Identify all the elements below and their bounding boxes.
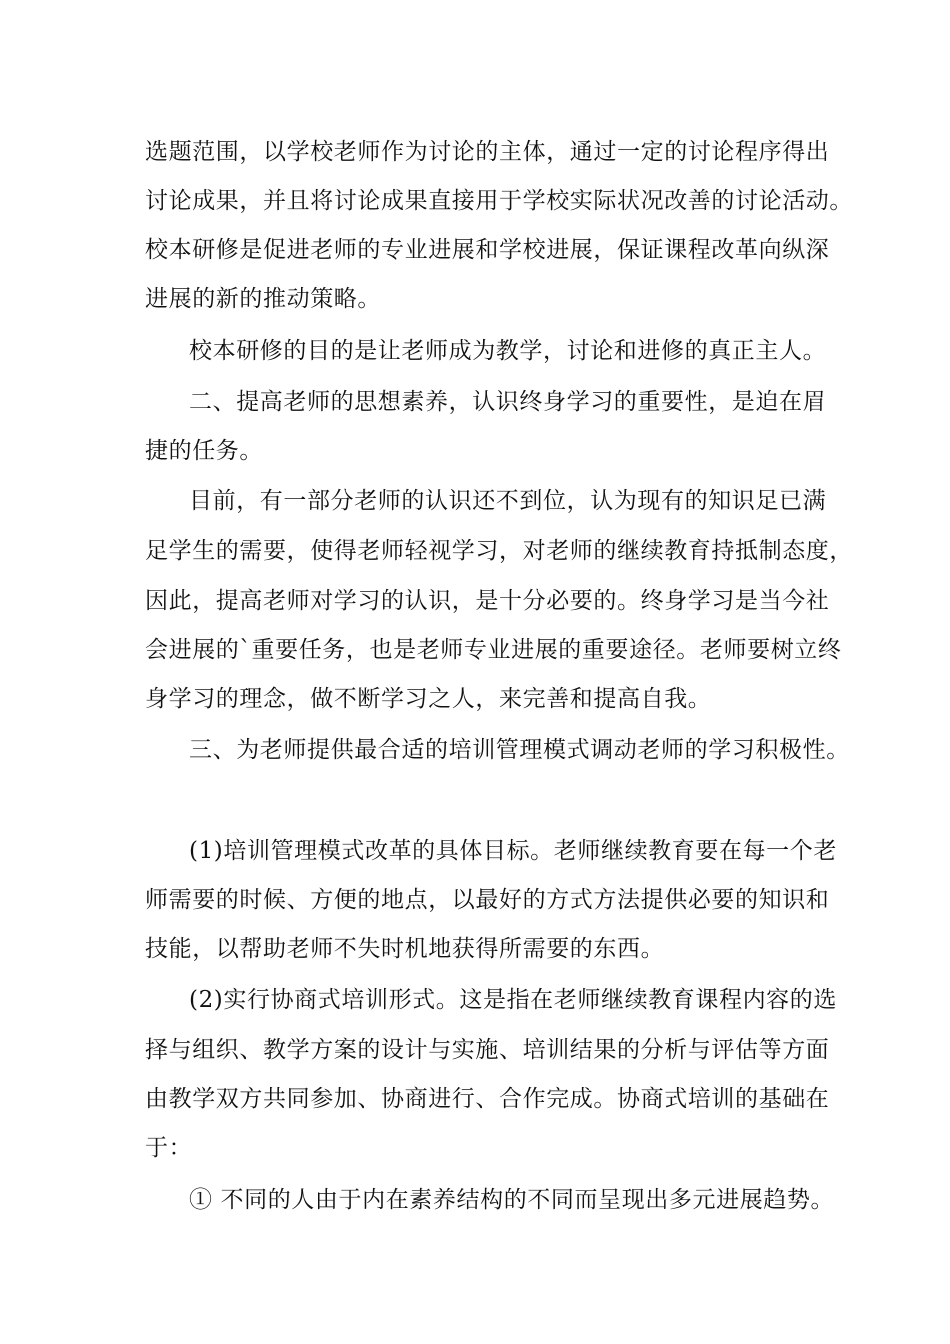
- text-line: 捷的任务。: [145, 438, 263, 464]
- text-line: 择与组织、教学方案的设计与实施、培训结果的分析与评估等方面: [145, 1037, 830, 1063]
- text-line: 二、提高老师的思想素养，认识终身学习的重要性，是迫在眉: [189, 389, 827, 415]
- text-line: 选题范围，以学校老师作为讨论的主体，通过一定的讨论程序得出: [145, 139, 830, 165]
- text-line: 师需要的时候、方便的地点，以最好的方式方法提供必要的知识和: [145, 887, 830, 913]
- text-line: 校本研修的目的是让老师成为教学，讨论和进修的真正主人。: [189, 338, 827, 364]
- text-line: 讨论成果，并且将讨论成果直接用于学校实际状况改善的讨论活动。: [145, 188, 853, 214]
- text-line: (2)实行协商式培训形式。这是指在老师继续教育课程内容的选: [189, 987, 837, 1013]
- text-line: (1)培训管理模式改革的具体目标。老师继续教育要在每一个老: [189, 838, 837, 864]
- text-line: 于：: [145, 1135, 193, 1161]
- text-line: 校本研修是促进老师的专业进展和学校进展，保证课程改革向纵深: [145, 237, 830, 263]
- text-line: 技能，以帮助老师不失时机地获得所需要的东西。: [145, 936, 665, 962]
- text-line: 会进展的`重要任务，也是老师专业进展的重要途径。老师要树立终: [145, 637, 842, 663]
- text-line: 进展的新的推动策略。: [145, 286, 381, 312]
- text-line: 因此，提高老师对学习的认识，是十分必要的。终身学习是当今社: [145, 588, 830, 614]
- text-line: 足学生的需要，使得老师轻视学习，对老师的继续教育持抵制态度，: [145, 538, 853, 564]
- text-line: 三、为老师提供最合适的培训管理模式调动老师的学习积极性。: [189, 737, 850, 763]
- text-line: 目前，有一部分老师的认识还不到位，认为现有的知识足已满: [189, 488, 827, 514]
- text-line: 身学习的理念，做不断学习之人，来完善和提高自我。: [145, 686, 712, 712]
- text-line: 由教学双方共同参加、协商进行、合作完成。协商式培训的基础在: [145, 1086, 830, 1112]
- text-line: ① 不同的人由于内在素养结构的不同而呈现出多元进展趋势。: [189, 1187, 835, 1213]
